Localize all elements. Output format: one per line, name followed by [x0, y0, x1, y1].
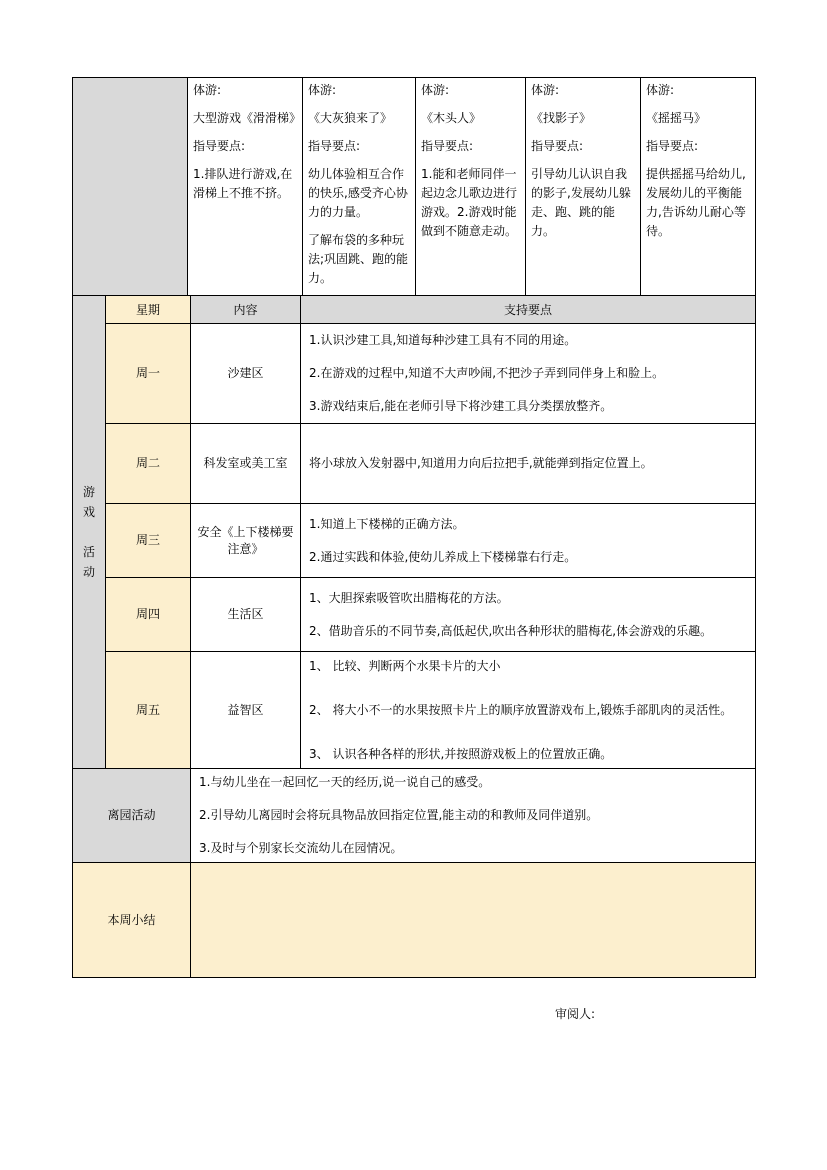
paragraph: 体游:: [646, 83, 675, 97]
paragraph: 3、 认识各种各样的形状,并按照游戏板上的位置放正确。: [309, 746, 613, 761]
paragraph: 体游:: [421, 83, 450, 97]
weekly-summary-content: [191, 863, 756, 978]
game-cell-tuesday: [303, 78, 416, 296]
paragraph: 2.通过实践和体验,使幼儿养成上下楼梯靠右行走。: [309, 549, 577, 564]
content-cell: 益智区: [191, 652, 301, 769]
paragraph: 《找影子》: [531, 111, 592, 125]
day-cell: 周五: [106, 652, 191, 769]
paragraph: 1、大胆探索吸管吹出腊梅花的方法。: [309, 590, 509, 605]
paragraph: 1.认识沙建工具,知道每种沙建工具有不同的用途。: [309, 333, 577, 347]
day-cell: 周二: [106, 424, 191, 504]
table-row: [73, 504, 756, 578]
table-row: [73, 324, 756, 424]
paragraph: 指导要点:: [193, 139, 246, 153]
paragraph: 大型游戏《滑滑梯》: [193, 111, 302, 125]
table-row: [73, 769, 756, 863]
paragraph: 3.游戏结束后,能在老师引导下将沙建工具分类摆放整齐。: [309, 399, 613, 413]
paragraph: 2.引导幼儿离园时会将玩具物品放回指定位置,能主动的和教师及同伴道别。: [199, 808, 599, 822]
paragraph: 将小球放入发射器中,知道用力向后拉把手,就能弹到指定位置上。: [309, 456, 653, 470]
points-cell: [301, 652, 756, 769]
game-cell-monday: [188, 78, 303, 296]
leave-activity-label: 离园活动: [73, 769, 191, 863]
game-cell-wednesday: [416, 78, 526, 296]
table-row: [73, 578, 756, 652]
paragraph: 1.知道上下楼梯的正确方法。: [309, 516, 465, 531]
paragraph: 1.能和老师同伴一起边念儿歌边进行游戏。2.游戏时能做到不随意走动。: [421, 167, 518, 238]
paragraph: 引导幼儿认识自我的影子,发展幼儿躲走、跑、跳的能力。: [531, 167, 631, 238]
paragraph: 2、 将大小不一的水果按照卡片上的顺序放置游戏布上,锻炼手部肌肉的灵活性。: [309, 702, 733, 717]
paragraph: 提供摇摇马给幼儿,发展幼儿的平衡能力,告诉幼儿耐心等待。: [646, 167, 746, 238]
paragraph: 指导要点:: [531, 139, 584, 153]
game-cell-thursday: [526, 78, 641, 296]
day-cell: 周三: [106, 504, 191, 578]
paragraph: 体游:: [531, 83, 560, 97]
table-row: [73, 424, 756, 504]
points-cell: [301, 578, 756, 652]
column-header-week: 星期: [106, 296, 191, 324]
paragraph: 了解布袋的多种玩法;巩固跳、跑的能力。: [308, 233, 409, 285]
points-cell: [301, 424, 756, 504]
paragraph: 1、 比较、判断两个水果卡片的大小: [309, 658, 501, 673]
weekly-plan-table: [72, 77, 755, 978]
paragraph: 体游:: [308, 83, 337, 97]
game-activities-section: [72, 295, 756, 769]
paragraph: 2、借助音乐的不同节奏,高低起伏,吹出各种形状的腊梅花,体会游戏的乐趣。: [309, 623, 713, 638]
paragraph: 活动: [83, 545, 96, 579]
paragraph: 体游:: [193, 83, 222, 97]
top-left-gray-cell: [73, 78, 188, 296]
table-row: [73, 863, 756, 978]
game-cell-friday: [641, 78, 756, 296]
reviewer-label: 审阅人:: [555, 1007, 596, 1021]
content-cell: 科发室或美工室: [191, 424, 301, 504]
paragraph: 指导要点:: [421, 139, 474, 153]
section-label-game-activities: [73, 296, 106, 769]
content-cell: 安全《上下楼梯要注意》: [191, 504, 301, 578]
column-header-points: 支持要点: [301, 296, 756, 324]
paragraph: 《摇摇马》: [646, 111, 707, 125]
paragraph: 2.在游戏的过程中,知道不大声吵闹,不把沙子弄到同伴身上和脸上。: [309, 366, 665, 380]
paragraph: 指导要点:: [308, 139, 361, 153]
paragraph: 幼儿体验相互合作的快乐,感受齐心协力的力量。: [308, 167, 408, 219]
content-cell: 生活区: [191, 578, 301, 652]
content-cell: 沙建区: [191, 324, 301, 424]
points-cell: [301, 324, 756, 424]
day-cell: 周四: [106, 578, 191, 652]
paragraph: 3.及时与个别家长交流幼儿在园情况。: [199, 841, 403, 855]
leave-activity-points: [191, 769, 756, 863]
weekly-summary-label: 本周小结: [73, 863, 191, 978]
day-cell: 周一: [106, 324, 191, 424]
paragraph: 1.与幼儿坐在一起回忆一天的经历,说一说自己的感受。: [199, 775, 491, 789]
paragraph: 1.排队进行游戏,在滑梯上不推不挤。: [193, 167, 293, 200]
paragraph: 指导要点:: [646, 139, 699, 153]
paragraph: 《木头人》: [421, 111, 482, 125]
paragraph: 游戏: [83, 485, 96, 519]
table-row: [73, 652, 756, 769]
physical-games-section: [72, 77, 756, 296]
points-cell: [301, 504, 756, 578]
paragraph: 《大灰狼来了》: [308, 111, 393, 125]
bottom-section: [72, 768, 756, 978]
column-header-content: 内容: [191, 296, 301, 324]
